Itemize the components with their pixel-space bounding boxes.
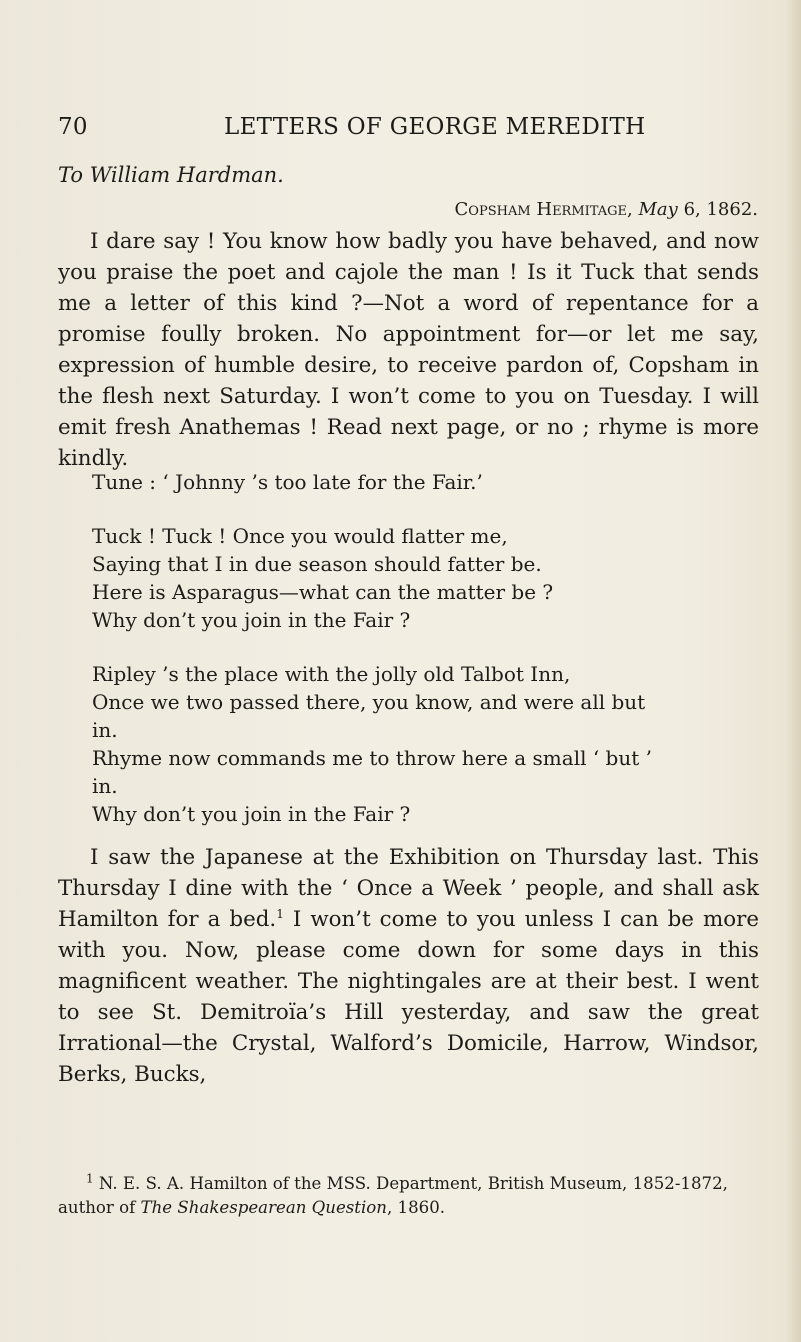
letter-dateline — [455, 199, 758, 220]
footnote-text-a: N. E. S. A. Hamilton of the MSS. Department, British Museum, 1852-1872, author of — [58, 1174, 728, 1217]
dateline-date: 6, 1862. — [683, 199, 758, 220]
verse-line: Rhyme now commands me to throw here a small ‘ but ’ — [92, 746, 652, 770]
dateline-place: Copsham Hermitage, — [454, 199, 633, 220]
letter-paragraph-1: I dare say ! You know how badly you have behaved, and now you praise the poet and cajole the man ! Is it Tuck that sends me a letter of this kind ?—Not a word of repentance for a promise foully broken. No appointment for—or let me say, expression of humble desire, to receive pardon of, Copsham in the flesh next Saturday. I won’t come to you on Tuesday. I will emit fresh Anathemas ! Read next page, or no ; rhyme is more kindly. — [58, 229, 759, 471]
verse-line: Here is Asparagus—what can the matter be ? — [92, 580, 554, 604]
dateline-month: May — [638, 199, 678, 220]
paragraph-2-text-b: I won’t come to you unless I can be more with you. Now, please come down for some days in this magnificent weather. The nightingales are at their best. I went to see St. Demitroïa’s Hill yesterday, and saw the great Irrational—the Crystal, Walford’s Domicile, Harrow, Windsor, Berks, Bucks, — [58, 907, 760, 1087]
verse-line: Why don’t you join in the Fair ? — [92, 608, 411, 632]
footnote-work-title: The Shakespearean Question — [140, 1198, 387, 1217]
verse-stanza-1 — [92, 522, 762, 634]
paragraph-2-text-a: I saw the Japanese at the Exhibition on Thursday last. This Thursday I dine with the ‘ Once a Week ’ people, and shall ask Hamilton for a bed. — [58, 845, 759, 932]
footnote-marker: 1 — [86, 1171, 94, 1186]
verse-line-continuation: in. — [92, 718, 118, 742]
tune-line: Tune : ‘ Johnny ’s too late for the Fair.’ — [92, 470, 483, 494]
page-edge-shadow — [785, 0, 801, 1342]
running-header — [58, 112, 758, 146]
verse-line: Once we two passed there, you know, and were all but — [92, 690, 646, 714]
letter-paragraph-2 — [58, 842, 759, 1090]
verse-line: Saying that I in due season should fatter be. — [92, 552, 542, 576]
verse-stanza-2 — [92, 660, 762, 828]
footnote-text-b: , 1860. — [386, 1198, 446, 1217]
footnote-reference: 1 — [276, 906, 284, 921]
verse-line: Why don’t you join in the Fair ? — [92, 802, 411, 826]
verse-line: Ripley ’s the place with the jolly old Talbot Inn, — [92, 662, 571, 686]
verse-line-continuation: in. — [92, 774, 118, 798]
footnote — [58, 1172, 760, 1220]
letter-addressee: To William Hardman. — [58, 163, 284, 187]
verse-line: Tuck ! Tuck ! Once you would flatter me, — [92, 524, 508, 548]
running-title: LETTERS OF GEORGE MEREDITH — [224, 114, 646, 140]
page-number: 70 — [58, 114, 88, 140]
